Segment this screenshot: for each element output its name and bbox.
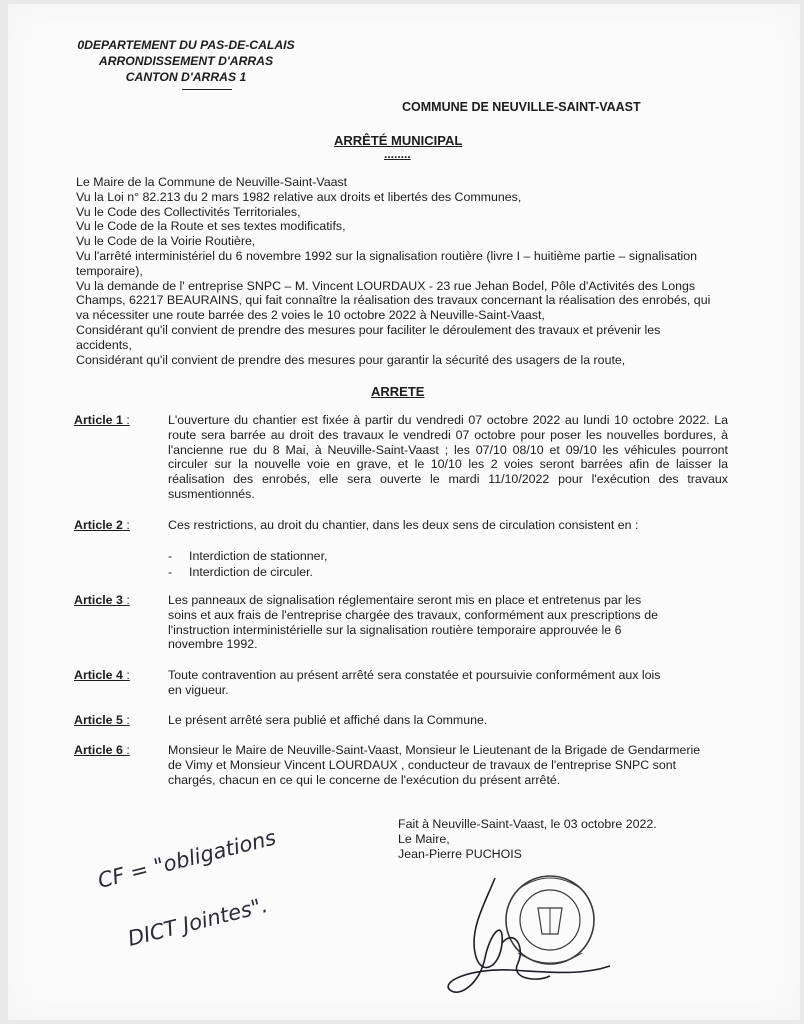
preamble-line: Considérant qu'il convient de prendre des mesures pour garantir la sécurité des usagers de la route, bbox=[76, 352, 626, 367]
article-6-label bbox=[74, 743, 130, 757]
header-arrondissement: ARRONDISSEMENT D'ARRAS bbox=[98, 54, 274, 68]
list-item-text: Interdiction de circuler. bbox=[189, 565, 313, 579]
title-dots: ........ bbox=[384, 147, 411, 161]
article-2-list bbox=[168, 548, 327, 580]
preamble-line: Vu la Loi n° 82.213 du 2 mars 1982 relative aux droits et libertés des Communes, bbox=[76, 189, 522, 204]
list-item: - Interdiction de circuler. bbox=[168, 565, 313, 579]
header-canton: CANTON D'ARRAS 1 bbox=[125, 70, 247, 84]
article-label-text: Article 4 bbox=[74, 668, 123, 682]
article-label-text: Article 6 bbox=[74, 743, 123, 757]
article-3-label bbox=[74, 593, 130, 607]
handwritten-note bbox=[90, 818, 310, 958]
list-item-text: Interdiction de stationner, bbox=[189, 549, 328, 563]
article-colon: : bbox=[126, 518, 130, 532]
article-colon: : bbox=[126, 593, 130, 607]
article-4-text: Toute contravention au présent arrêté sera constatée et poursuivie conformément aux lois en vigueur. bbox=[168, 668, 661, 697]
preamble-line: Vu l'arrêté interministériel du 6 novembre 1992 sur la signalisation routière (livre I – huitième partie – signalisation temporaire), bbox=[76, 248, 698, 278]
commune-name: COMMUNE DE NEUVILLE-SAINT-VAAST bbox=[402, 100, 641, 114]
department-header bbox=[76, 37, 296, 85]
preamble-line: Vu le Code de la Route et ses textes modificatifs, bbox=[76, 219, 346, 234]
article-5-label bbox=[74, 713, 130, 727]
place-date: Fait à Neuville-Saint-Vaast, le 03 octobre 2022. bbox=[398, 817, 657, 831]
article-colon: : bbox=[126, 413, 130, 427]
article-label-text: Article 5 bbox=[74, 713, 123, 727]
article-3-text: Les panneaux de signalisation réglementaire seront mis en place et entretenus par les soins et aux frais de l'entreprise chargée des travaux, conformément aux prescriptions de l'instruction interministérielle sur la signalisation routière temporaire approuvée le 6 novembre 1992. bbox=[168, 593, 658, 652]
arrete-heading: ARRETE bbox=[371, 384, 425, 399]
article-colon: : bbox=[126, 713, 130, 727]
signature-block bbox=[398, 817, 657, 862]
seal-stamp bbox=[506, 876, 594, 964]
article-4-label bbox=[74, 668, 130, 682]
article-label-text: Article 2 bbox=[74, 518, 123, 532]
signatory-name: Jean-Pierre PUCHOIS bbox=[398, 847, 522, 861]
article-1-label bbox=[74, 413, 130, 427]
signatory-role: Le Maire, bbox=[398, 832, 450, 846]
preamble bbox=[76, 175, 716, 367]
handwritten-line-1: CF = "obligations bbox=[95, 825, 279, 893]
header-divider bbox=[182, 89, 232, 90]
list-item: - Interdiction de stationner, bbox=[168, 549, 328, 563]
handwritten-line-2: DICT Jointes". bbox=[125, 892, 271, 951]
document-title: ARRÊTÉ MUNICIPAL bbox=[334, 133, 463, 148]
preamble-line: Le Maire de la Commune de Neuville-Saint-Vaast bbox=[76, 175, 348, 189]
article-label-text: Article 1 bbox=[74, 413, 123, 427]
article-colon: : bbox=[126, 743, 130, 757]
article-6-text: Monsieur le Maire de Neuville-Saint-Vaast, Monsieur le Lieutenant de la Brigade de Gendarmerie de Vimy et Monsieur Vincent LOURDAUX , conducteur de travaux de l'entreprise SNPC sont chargés, chacun en ce qui le concerne de l'exécution du présent arrêté. bbox=[168, 743, 701, 787]
article-label-text: Article 3 bbox=[74, 593, 123, 607]
header-department: 0DEPARTEMENT DU PAS-DE-CALAIS bbox=[77, 38, 295, 52]
preamble-line: Vu le Code des Collectivités Territoriales, bbox=[76, 204, 301, 219]
article-5-text: Le présent arrêté sera publié et affiché dans la Commune. bbox=[168, 713, 488, 727]
article-2-label bbox=[74, 518, 130, 532]
article-colon: : bbox=[126, 668, 130, 682]
article-1-text: L'ouverture du chantier est fixée à partir du vendredi 07 octobre 2022 au lundi 10 octobre 2022. La route sera barrée au droit des travaux le vendredi 07 octobre pour poser les nouvelles bordures, à l'ancienne rue du 8 Mai, à Neuville-Saint-Vaast ; les 07/10 08/10 et 09/10 les véhicules pourront circuler sur la nouvelle voie en grave, et le 10/10 les 2 voies seront barrées afin de laisser la réalisation des enrobés, elle sera ouverte le mardi 11/10/2022 pour l'exécution des travaux susmentionnés. bbox=[168, 413, 728, 501]
article-2-text: Ces restrictions, au droit du chantier, dans les deux sens de circulation consistent en : bbox=[168, 518, 639, 532]
preamble-line: Vu le Code de la Voirie Routière, bbox=[76, 234, 256, 249]
preamble-line: Vu la demande de l' entreprise SNPC – M. Vincent LOURDAUX - 23 rue Jehan Bodel, Pôle d'Activités des Longs Champs, 62217 BEAURAINS, qui fait connaître la réalisation des travaux concernant la réalisation des enrobés, qui va nécessiter une route barrée des 2 voies le 10 octobre 2022 à Neuville-Saint-Vaast, bbox=[76, 278, 711, 323]
signature-stamp bbox=[440, 858, 640, 1008]
preamble-line: Considérant qu'il convient de prendre des mesures pour faciliter le déroulement des travaux et prévenir les accidents, bbox=[76, 322, 661, 352]
